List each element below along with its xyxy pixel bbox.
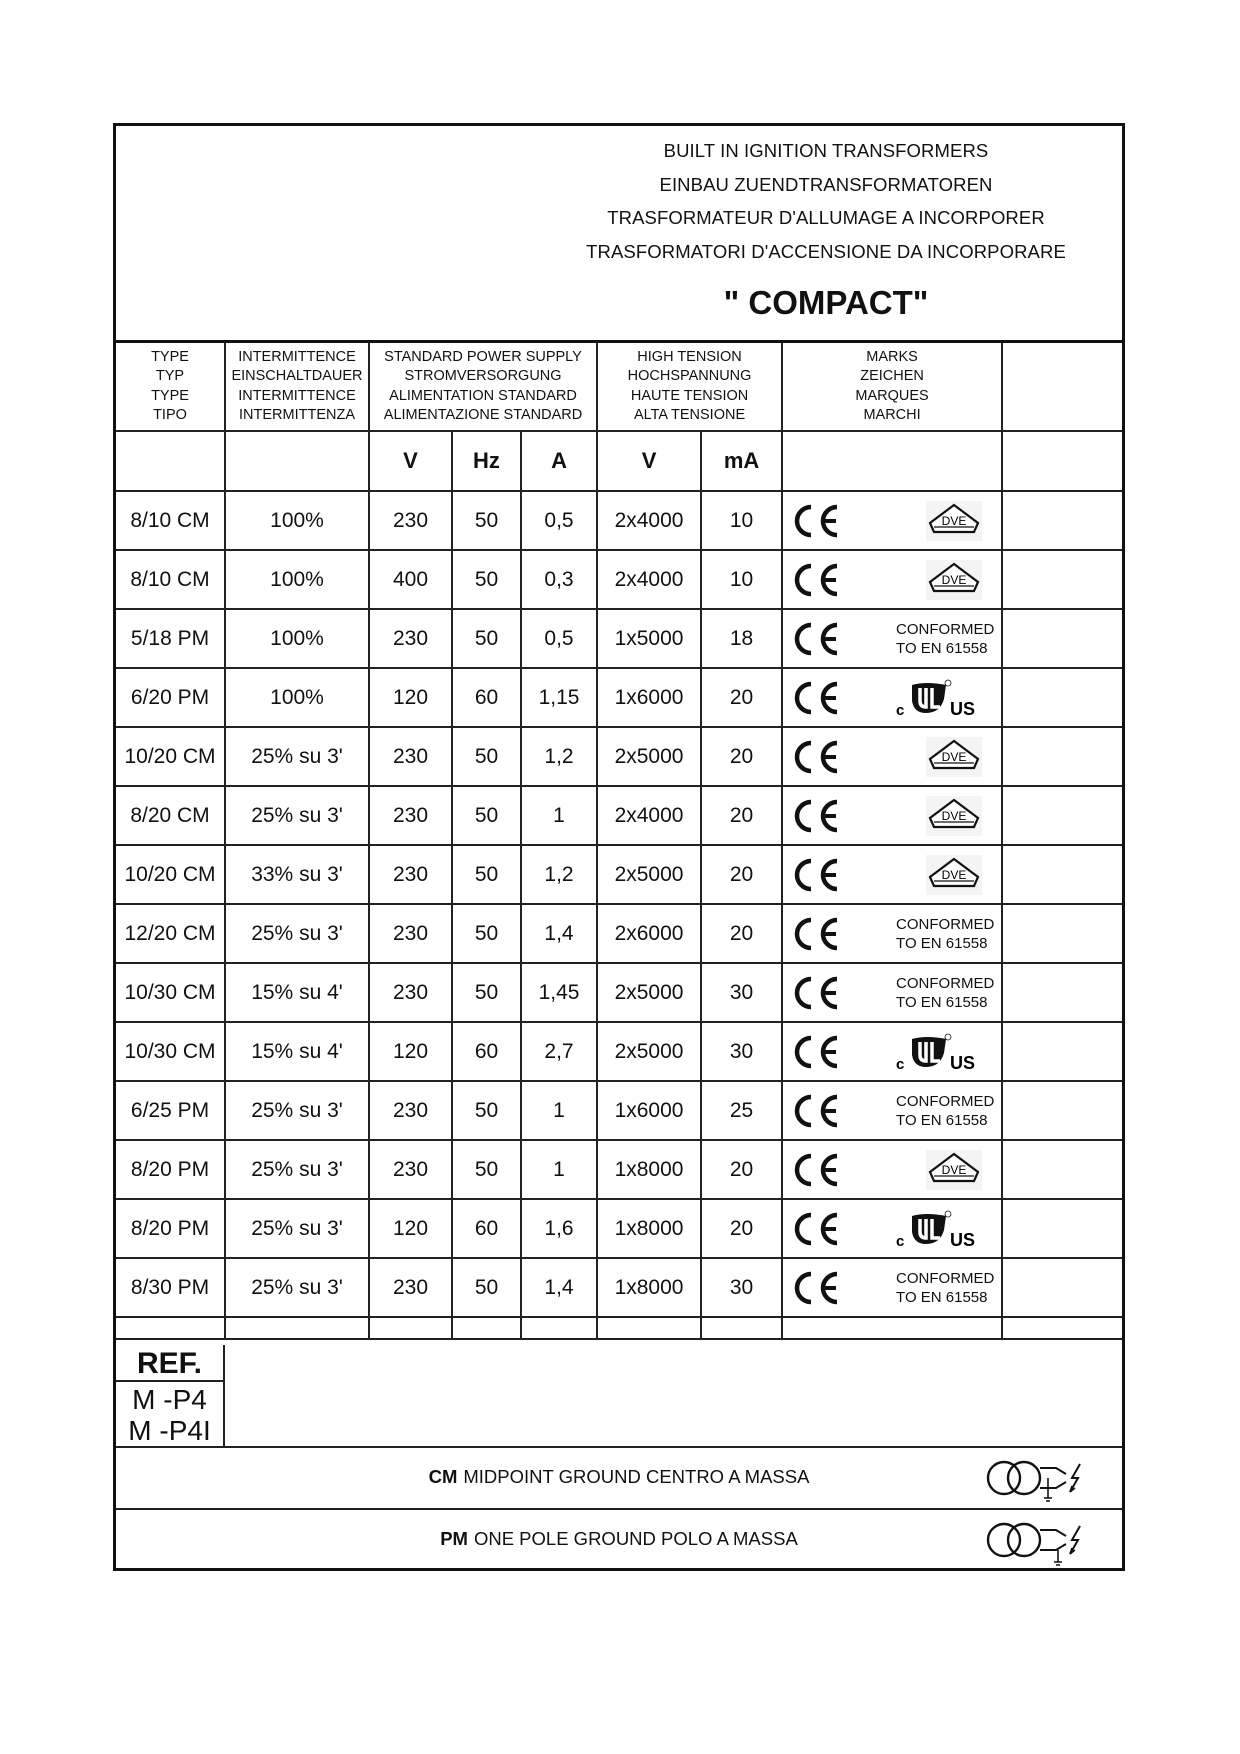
table-row (116, 1199, 1122, 1258)
cell-ampere: 1 (521, 1140, 597, 1199)
cell-volt: 230 (369, 1140, 452, 1199)
cell-intermittence: 25% su 3' (225, 1199, 369, 1258)
cell-high-tension: 2x4000 (597, 491, 701, 550)
vde-mark-text: DVE (941, 1163, 967, 1177)
cell-type: 10/20 CM (116, 727, 225, 786)
vde-mark-text: DVE (941, 868, 967, 882)
ul-mark-us: US (950, 1053, 976, 1073)
cell-hertz: 50 (452, 609, 521, 668)
cell-volt: 120 (369, 1022, 452, 1081)
cell-volt: 230 (369, 727, 452, 786)
column-header-power-supply: STANDARD POWER SUPPLY STROMVERSORGUNG ALIMENTATION STANDARD ALIMENTAZIONE STANDARD (369, 343, 597, 431)
cell-type: 10/20 CM (116, 845, 225, 904)
cell-marks (782, 609, 1002, 668)
ce-mark-icon (791, 562, 843, 598)
cell-volt: 230 (369, 491, 452, 550)
cell-volt: 230 (369, 786, 452, 845)
cell-high-tension: 1x6000 (597, 668, 701, 727)
cell-type: 6/25 PM (116, 1081, 225, 1140)
ce-mark-icon (791, 916, 843, 952)
cell-type: 8/20 PM (116, 1199, 225, 1258)
cell-type: 8/10 CM (116, 550, 225, 609)
cell-intermittence: 100% (225, 668, 369, 727)
cell-volt: 120 (369, 668, 452, 727)
cell-marks (782, 491, 1002, 550)
ce-mark-icon (791, 1034, 843, 1070)
table-row (116, 550, 1122, 609)
ce-mark-icon (791, 621, 843, 657)
vde-mark-icon (926, 1150, 982, 1190)
datasheet (113, 123, 1125, 1571)
table-row (116, 904, 1122, 963)
cell-ampere: 1,15 (521, 668, 597, 727)
cell-marks (782, 1081, 1002, 1140)
cell-high-tension: 2x5000 (597, 727, 701, 786)
header-line-en: BUILT IN IGNITION TRANSFORMERS (663, 140, 989, 161)
transformer-one-pole-ground-icon (984, 1516, 1090, 1568)
cell-high-tension: 1x6000 (597, 1081, 701, 1140)
column-header-type: TYPE TYP TYPE TIPO (116, 343, 225, 431)
cell-ampere: 1,2 (521, 845, 597, 904)
cell-volt: 230 (369, 904, 452, 963)
column-header-marks: MARKS ZEICHEN MARQUES MARCHI (782, 343, 1002, 431)
cell-high-tension: 2x5000 (597, 1022, 701, 1081)
cell-milliampere: 30 (701, 1258, 782, 1317)
cell-hertz: 60 (452, 1022, 521, 1081)
cell-hertz: 50 (452, 845, 521, 904)
ul-mark-icon (896, 1031, 976, 1073)
cell-milliampere: 20 (701, 1199, 782, 1258)
cell-milliampere: 25 (701, 1081, 782, 1140)
cell-hertz: 50 (452, 491, 521, 550)
cell-ampere: 1 (521, 1081, 597, 1140)
cell-intermittence: 100% (225, 550, 369, 609)
cell-hertz: 50 (452, 1140, 521, 1199)
ce-mark-icon (791, 503, 843, 539)
cell-intermittence: 100% (225, 491, 369, 550)
table-row (116, 491, 1122, 550)
header-line-fr: TRASFORMATEUR D'ALLUMAGE A INCORPORER (607, 207, 1045, 228)
column-header-intermittence: INTERMITTENCE EINSCHALTDAUER INTERMITTENCE INTERMITTENZA (225, 343, 369, 431)
cell-ampere: 0,5 (521, 491, 597, 550)
cell-milliampere: 18 (701, 609, 782, 668)
cell-type: 8/20 PM (116, 1140, 225, 1199)
cell-high-tension: 1x5000 (597, 609, 701, 668)
table-row-empty (116, 1317, 1122, 1339)
column-header-high-tension: HIGH TENSION HOCHSPANNUNG HAUTE TENSION ALTA TENSIONE (597, 343, 782, 431)
cell-volt: 230 (369, 1258, 452, 1317)
vde-mark-text: DVE (941, 750, 967, 764)
cell-high-tension: 1x8000 (597, 1140, 701, 1199)
cell-milliampere: 30 (701, 1022, 782, 1081)
unit-ampere: A (521, 431, 597, 491)
cell-marks (782, 550, 1002, 609)
cell-volt: 230 (369, 609, 452, 668)
cell-ampere: 1,6 (521, 1199, 597, 1258)
cell-marks (782, 1199, 1002, 1258)
column-header-row (116, 343, 1122, 431)
cell-intermittence: 100% (225, 609, 369, 668)
legend-one-pole-ground (116, 1508, 1122, 1569)
cell-milliampere: 20 (701, 668, 782, 727)
vde-mark-text: DVE (941, 514, 967, 528)
vde-mark-icon (926, 560, 982, 600)
cell-hertz: 50 (452, 963, 521, 1022)
ul-mark-c: c (896, 1056, 905, 1073)
cell-ampere: 0,5 (521, 609, 597, 668)
cell-hertz: 50 (452, 904, 521, 963)
unit-hv-volt: V (597, 431, 701, 491)
cell-intermittence: 33% su 3' (225, 845, 369, 904)
legend-code: PM (440, 1528, 468, 1549)
ul-mark-us: US (950, 1230, 976, 1250)
ce-mark-icon (791, 1093, 843, 1129)
cell-milliampere: 20 (701, 1140, 782, 1199)
cell-ampere: 0,3 (521, 550, 597, 609)
cell-type: 6/20 PM (116, 668, 225, 727)
unit-volt: V (369, 431, 452, 491)
vde-mark-icon (926, 796, 982, 836)
legend-midpoint-ground (116, 1446, 1122, 1507)
table-row (116, 786, 1122, 845)
page-title: " COMPACT" (723, 284, 929, 321)
cell-hertz: 60 (452, 668, 521, 727)
cell-marks (782, 727, 1002, 786)
cell-hertz: 50 (452, 1081, 521, 1140)
cell-type: 8/30 PM (116, 1258, 225, 1317)
cell-type: 8/20 CM (116, 786, 225, 845)
column-header-blank (1002, 343, 1122, 431)
cell-hertz: 50 (452, 786, 521, 845)
ul-mark-icon (896, 1208, 976, 1250)
spec-table (116, 343, 1122, 1340)
cell-volt: 230 (369, 845, 452, 904)
cell-intermittence: 25% su 3' (225, 727, 369, 786)
table-row (116, 845, 1122, 904)
legend-text: ONE POLE GROUND POLO A MASSA (473, 1528, 798, 1549)
table-row (116, 963, 1122, 1022)
ce-mark-icon (791, 1211, 843, 1247)
cell-ampere: 1,2 (521, 727, 597, 786)
ul-mark-c: c (896, 702, 905, 719)
cell-marks (782, 668, 1002, 727)
conformed-en61558: CONFORMED TO EN 61558 (896, 1270, 995, 1306)
ce-mark-icon (791, 975, 843, 1011)
unit-row (116, 431, 1122, 491)
cell-high-tension: 1x8000 (597, 1199, 701, 1258)
cell-milliampere: 20 (701, 727, 782, 786)
ce-mark-icon (791, 680, 843, 716)
cell-marks (782, 786, 1002, 845)
cell-volt: 230 (369, 1081, 452, 1140)
cell-type: 5/18 PM (116, 609, 225, 668)
unit-milliampere: mA (701, 431, 782, 491)
header-line-de: EINBAU ZUENDTRANSFORMATOREN (659, 174, 993, 195)
conformed-en61558: CONFORMED TO EN 61558 (896, 621, 995, 657)
cell-intermittence: 25% su 3' (225, 1081, 369, 1140)
cell-hertz: 50 (452, 1258, 521, 1317)
unit-hertz: Hz (452, 431, 521, 491)
cell-volt: 400 (369, 550, 452, 609)
cell-ampere: 1 (521, 786, 597, 845)
table-row (116, 609, 1122, 668)
vde-mark-text: DVE (941, 809, 967, 823)
ce-mark-icon (791, 739, 843, 775)
vde-mark-icon (926, 855, 982, 895)
ul-mark-c: c (896, 1233, 905, 1250)
cell-marks (782, 963, 1002, 1022)
cell-high-tension: 2x4000 (597, 786, 701, 845)
header-block (116, 126, 1122, 343)
table-row (116, 727, 1122, 786)
cell-high-tension: 1x8000 (597, 1258, 701, 1317)
cell-milliampere: 20 (701, 904, 782, 963)
cell-high-tension: 2x4000 (597, 550, 701, 609)
legend-text: MIDPOINT GROUND CENTRO A MASSA (463, 1466, 810, 1487)
ref-code: M -P4I (128, 1415, 211, 1446)
header-line-it: TRASFORMATORI D'ACCENSIONE DA INCORPORARE (586, 241, 1066, 262)
table-row (116, 1081, 1122, 1140)
table-row (116, 1140, 1122, 1199)
cell-hertz: 50 (452, 550, 521, 609)
conformed-en61558: CONFORMED TO EN 61558 (896, 1093, 995, 1129)
table-row (116, 1022, 1122, 1081)
cell-type: 10/30 CM (116, 1022, 225, 1081)
conformed-en61558: CONFORMED TO EN 61558 (896, 975, 995, 1011)
cell-ampere: 1,4 (521, 904, 597, 963)
cell-intermittence: 25% su 3' (225, 904, 369, 963)
cell-marks (782, 904, 1002, 963)
cell-volt: 230 (369, 963, 452, 1022)
cell-intermittence: 25% su 3' (225, 786, 369, 845)
cell-type: 8/10 CM (116, 491, 225, 550)
cell-high-tension: 2x5000 (597, 845, 701, 904)
cell-marks (782, 845, 1002, 904)
cell-milliampere: 10 (701, 491, 782, 550)
table-row (116, 1258, 1122, 1317)
vde-mark-text: DVE (941, 573, 967, 587)
cell-ampere: 1,45 (521, 963, 597, 1022)
cell-marks (782, 1140, 1002, 1199)
cell-milliampere: 20 (701, 786, 782, 845)
cell-intermittence: 15% su 4' (225, 1022, 369, 1081)
ul-mark-icon (896, 677, 976, 719)
cell-type: 12/20 CM (116, 904, 225, 963)
ref-code: M -P4 (132, 1384, 207, 1415)
cell-type: 10/30 CM (116, 963, 225, 1022)
ce-mark-icon (791, 1270, 843, 1306)
conformed-en61558: CONFORMED TO EN 61558 (896, 916, 995, 952)
ce-mark-icon (791, 857, 843, 893)
cell-marks (782, 1258, 1002, 1317)
ref-label: REF. (116, 1345, 223, 1382)
cell-milliampere: 10 (701, 550, 782, 609)
legend-code: CM (428, 1466, 458, 1487)
cell-ampere: 1,4 (521, 1258, 597, 1317)
ce-mark-icon (791, 1152, 843, 1188)
cell-high-tension: 2x5000 (597, 963, 701, 1022)
table-row (116, 668, 1122, 727)
cell-hertz: 50 (452, 727, 521, 786)
cell-intermittence: 25% su 3' (225, 1140, 369, 1199)
cell-ampere: 2,7 (521, 1022, 597, 1081)
ce-mark-icon (791, 798, 843, 834)
cell-volt: 120 (369, 1199, 452, 1258)
vde-mark-icon (926, 737, 982, 777)
ul-mark-us: US (950, 699, 976, 719)
cell-marks (782, 1022, 1002, 1081)
cell-milliampere: 20 (701, 845, 782, 904)
cell-high-tension: 2x6000 (597, 904, 701, 963)
cell-intermittence: 15% su 4' (225, 963, 369, 1022)
cell-hertz: 60 (452, 1199, 521, 1258)
vde-mark-icon (926, 501, 982, 541)
cell-intermittence: 25% su 3' (225, 1258, 369, 1317)
cell-milliampere: 30 (701, 963, 782, 1022)
ref-block (116, 1345, 225, 1446)
transformer-midpoint-ground-icon (984, 1454, 1090, 1506)
